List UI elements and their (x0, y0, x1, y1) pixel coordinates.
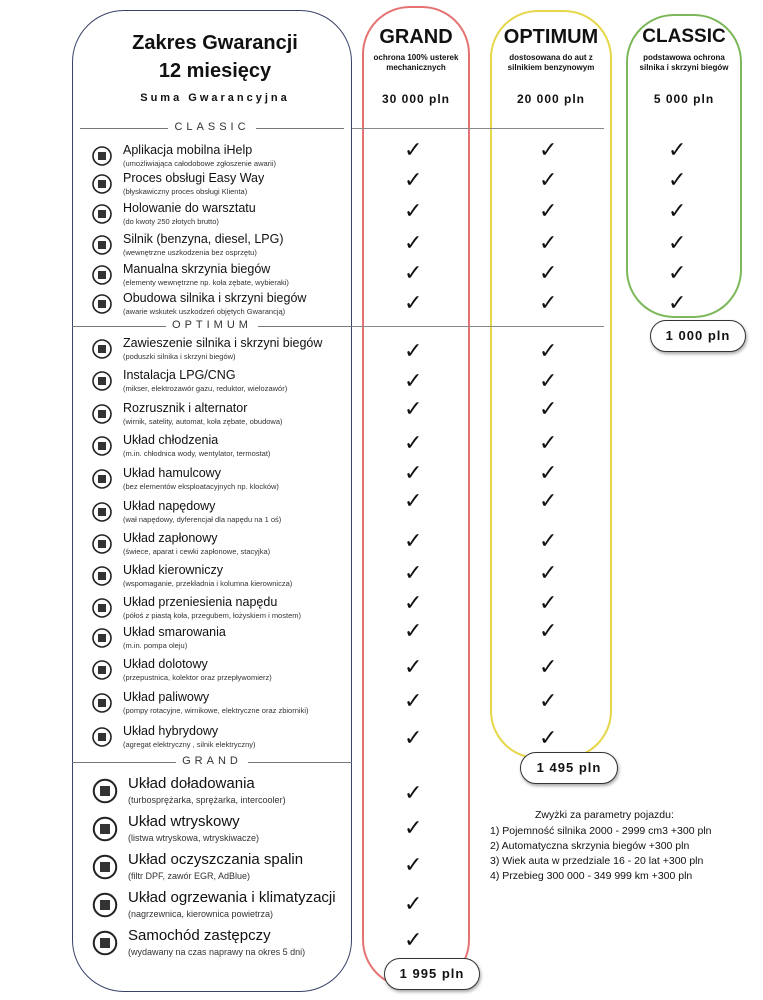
feature-row (90, 368, 370, 396)
feature-title: Układ wtryskowy (128, 813, 240, 830)
feature-title: Układ kierowniczy (123, 563, 224, 577)
gearbox-icon (90, 263, 114, 292)
feature-title: Obudowa silnika i skrzyni biegów (123, 291, 307, 305)
grand-name: GRAND (379, 26, 453, 48)
grand-check: ✓ (404, 590, 423, 615)
fuel-pump-icon (90, 691, 114, 720)
feature-subtitle: (bez elementów eksploatacyjnych np. klocków) (123, 482, 279, 491)
section-optimum: OPTIMUM (72, 319, 352, 333)
feature-row (90, 889, 370, 923)
optimum-right-line (352, 326, 604, 327)
starter-icon (90, 402, 114, 431)
feature-subtitle: (wewnętrzne uszkodzenia bez osprzętu) (123, 248, 257, 257)
phone-icon (90, 144, 114, 173)
feature-row (90, 232, 370, 260)
feature-title: Układ chłodzenia (123, 433, 219, 447)
grand-check: ✓ (404, 488, 423, 513)
feature-title: Aplikacja mobilna iHelp (123, 143, 253, 157)
feature-title: Układ napędowy (123, 499, 216, 513)
optimum-check: ✓ (539, 368, 558, 393)
optimum-check: ✓ (539, 560, 558, 585)
classic-right-line (352, 128, 604, 129)
brake-icon (90, 467, 114, 496)
grand-check: ✓ (404, 654, 423, 679)
feature-subtitle: (elementy wewnętrzne np. koła zębate, wybieraki) (123, 278, 289, 287)
feature-row (90, 813, 370, 847)
grand-check: ✓ (404, 368, 423, 393)
feature-row (90, 595, 370, 623)
feature-title: Holowanie do warsztatu (123, 201, 256, 215)
easy-way-icon (90, 172, 114, 201)
feature-row (90, 625, 370, 653)
climate-icon (90, 890, 120, 925)
grand-check: ✓ (404, 396, 423, 421)
optimum-check: ✓ (539, 198, 558, 223)
optimum-check: ✓ (539, 230, 558, 255)
grand-check: ✓ (404, 618, 423, 643)
feature-title: Układ przeniesienia napędu (123, 595, 278, 609)
feature-row (90, 531, 370, 559)
grand-check: ✓ (404, 815, 423, 840)
optimum-check: ✓ (539, 725, 558, 750)
optimum-price: 1 495 pln (520, 752, 618, 784)
intake-icon (90, 658, 114, 687)
classic-check: ✓ (668, 137, 687, 162)
feature-row (90, 433, 370, 461)
feature-title: Proces obsługi Easy Way (123, 171, 265, 185)
steering-icon (90, 564, 114, 593)
feature-title: Rozrusznik i alternator (123, 401, 248, 415)
injector-icon (90, 814, 120, 849)
feature-row (90, 690, 370, 718)
grand-check: ✓ (404, 528, 423, 553)
surcharge-item: 2) Automatyczna skrzynia biegów +300 pln (490, 840, 690, 852)
mount-icon (90, 337, 114, 366)
feature-subtitle: (przepustnica, kolektor oraz przepływomierz) (123, 673, 272, 682)
feature-row (90, 499, 370, 527)
car-icon (90, 928, 120, 963)
section-classic: CLASSIC (72, 121, 352, 135)
surcharge-item: 4) Przebieg 300 000 - 349 999 km +300 pln (490, 870, 693, 882)
classic-check: ✓ (668, 198, 687, 223)
feature-title: Układ hybrydowy (123, 724, 219, 738)
grand-check: ✓ (404, 460, 423, 485)
feature-title: Samochód zastępczy (128, 927, 271, 944)
optimum-desc-1: dostosowana do aut z (509, 53, 593, 62)
sum-insured-label: Suma Gwarancyjna (140, 92, 290, 104)
feature-subtitle: (poduszki silnika i skrzyni biegów) (123, 352, 236, 361)
feature-subtitle: (listwa wtryskowa, wtryskiwacze) (128, 833, 260, 843)
axle-icon (90, 596, 114, 625)
feature-title: Układ dolotowy (123, 657, 208, 671)
classic-sum: 5 000 pln (653, 92, 715, 106)
feature-title: Zawieszenie silnika i skrzyni biegów (123, 336, 323, 350)
feature-row (90, 775, 370, 809)
feature-subtitle: (wydawany na czas naprawy na okres 5 dni) (128, 947, 306, 957)
grand-check: ✓ (404, 927, 423, 952)
grand-check: ✓ (404, 167, 423, 192)
feature-subtitle: (półoś z piastą koła, przegubem, łożyskiem i mostem) (123, 611, 301, 620)
feature-row (90, 143, 370, 171)
feature-subtitle: (m.in. chłodnica wody, wentylator, termostat) (123, 449, 271, 458)
feature-subtitle: (świece, aparat i cewki zapłonowe, stacyjka) (123, 547, 271, 556)
classic-check: ✓ (668, 230, 687, 255)
engine-icon (90, 233, 114, 262)
feature-subtitle: (filtr DPF, zawór EGR, AdBlue) (128, 871, 251, 881)
radiator-icon (90, 434, 114, 463)
feature-title: Układ doładowania (128, 775, 255, 792)
grand-check: ✓ (404, 430, 423, 455)
turbo-icon (90, 776, 120, 811)
lpg-icon (90, 369, 114, 398)
feature-subtitle: (wspomaganie, przekładnia i kolumna kierownicza) (123, 579, 293, 588)
grand-desc-1: ochrona 100% usterek (373, 53, 459, 62)
grand-price: 1 995 pln (384, 958, 480, 990)
feature-subtitle: (nagrzewnica, kierownica powietrza) (128, 909, 274, 919)
classic-name: CLASSIC (642, 26, 726, 47)
classic-price: 1 000 pln (650, 320, 746, 352)
feature-subtitle: (awarie wskutek uszkodzeń objętych Gwarancją) (123, 307, 286, 316)
optimum-desc-2: silnikiem benzynowym (507, 63, 595, 72)
classic-desc-2: silnika i skrzyni biegów (639, 63, 729, 72)
feature-title: Układ oczyszczania spalin (128, 851, 304, 868)
optimum-check: ✓ (539, 618, 558, 643)
optimum-check: ✓ (539, 488, 558, 513)
feature-row (90, 401, 370, 429)
feature-row (90, 336, 370, 364)
optimum-check: ✓ (539, 260, 558, 285)
grand-desc-2: mechanicznych (386, 63, 446, 72)
optimum-check: ✓ (539, 688, 558, 713)
tow-icon (90, 202, 114, 231)
grand-check: ✓ (404, 780, 423, 805)
grand-check: ✓ (404, 260, 423, 285)
feature-subtitle: (mikser, elektrozawór gazu, reduktor, wielozawór) (123, 384, 288, 393)
feature-subtitle: (do kwoty 250 złotych brutto) (123, 217, 219, 226)
feature-subtitle: (umożliwiająca całodobowe zgłoszenie awarii) (123, 159, 276, 168)
feature-row (90, 466, 370, 494)
classic-check: ✓ (668, 260, 687, 285)
surcharge-item: 3) Wiek auta w przedziale 16 - 20 lat +300 pln (490, 855, 704, 867)
optimum-check: ✓ (539, 396, 558, 421)
optimum-check: ✓ (539, 460, 558, 485)
grand-check: ✓ (404, 688, 423, 713)
oil-pump-icon (90, 626, 114, 655)
feature-row (90, 563, 370, 591)
feature-title: Manualna skrzynia biegów (123, 262, 271, 276)
optimum-check: ✓ (539, 137, 558, 162)
classic-check: ✓ (668, 167, 687, 192)
feature-title: Układ smarowania (123, 625, 226, 639)
grand-sum: 30 000 pln (381, 92, 451, 106)
section-grand: GRAND (72, 755, 352, 769)
feature-subtitle: (wał napędowy, dyferencjał dla napędu na 1 oś) (123, 515, 282, 524)
optimum-check: ✓ (539, 430, 558, 455)
feature-title: Układ zapłonowy (123, 531, 218, 545)
feature-row (90, 291, 370, 319)
feature-subtitle: (pompy rotacyjne, wirnikowe, elektryczne oraz zbiorniki) (123, 706, 309, 715)
optimum-sum: 20 000 pln (516, 92, 586, 106)
feature-row (90, 724, 370, 752)
feature-subtitle: (turbosprężarka, sprężarka, intercooler) (128, 795, 286, 805)
hybrid-icon (90, 725, 114, 754)
feature-row (90, 201, 370, 229)
feature-row (90, 171, 370, 199)
drivetrain-icon (90, 500, 114, 529)
feature-row (90, 657, 370, 685)
feature-subtitle: (agregat elektryczny , silnik elektryczny) (123, 740, 256, 749)
optimum-check: ✓ (539, 590, 558, 615)
feature-subtitle: (m.in. pompa oleju) (123, 641, 188, 650)
grand-check: ✓ (404, 137, 423, 162)
feature-row (90, 262, 370, 290)
feature-title: Instalacja LPG/CNG (123, 368, 236, 382)
feature-subtitle: (błyskawiczny proces obsługi Klienta) (123, 187, 248, 196)
grand-check: ✓ (404, 198, 423, 223)
optimum-check: ✓ (539, 528, 558, 553)
classic-check: ✓ (668, 290, 687, 315)
spark-plug-icon (90, 532, 114, 561)
optimum-check: ✓ (539, 338, 558, 363)
optimum-check: ✓ (539, 290, 558, 315)
feature-row (90, 851, 370, 885)
warranty-duration: 12 miesięcy (158, 60, 272, 82)
feature-title: Silnik (benzyna, diesel, LPG) (123, 232, 284, 246)
exhaust-icon (90, 852, 120, 887)
surcharge-item: 1) Pojemność silnika 2000 - 2999 cm3 +300 pln (490, 825, 712, 837)
feature-subtitle: (wirnik, satelity, automat, koła zębate, obudowa) (123, 417, 283, 426)
grand-check: ✓ (404, 560, 423, 585)
surcharges-title: Zwyżki za parametry pojazdu: (535, 809, 674, 821)
grand-check: ✓ (404, 891, 423, 916)
grand-check: ✓ (404, 338, 423, 363)
feature-title: Układ hamulcowy (123, 466, 221, 480)
classic-desc-1: podstawowa ochrona (643, 53, 725, 62)
grand-check: ✓ (404, 852, 423, 877)
feature-title: Układ ogrzewania i klimatyzacji (128, 889, 336, 906)
grand-check: ✓ (404, 290, 423, 315)
grand-check: ✓ (404, 725, 423, 750)
feature-title: Układ paliwowy (123, 690, 210, 704)
feature-row (90, 927, 370, 961)
housing-icon (90, 292, 114, 321)
grand-check: ✓ (404, 230, 423, 255)
optimum-name: OPTIMUM (503, 26, 599, 48)
optimum-check: ✓ (539, 654, 558, 679)
warranty-title: Zakres Gwarancji (132, 32, 298, 54)
optimum-check: ✓ (539, 167, 558, 192)
